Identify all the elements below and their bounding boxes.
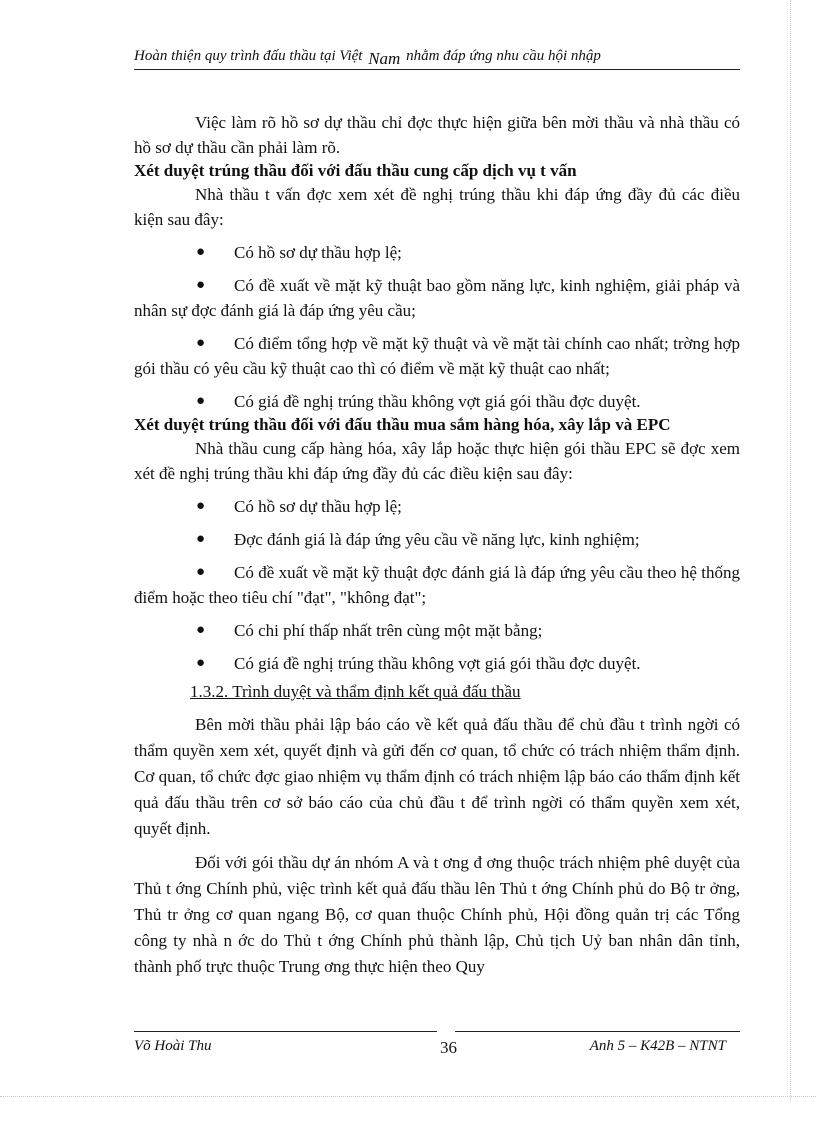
list-item-text <box>134 560 740 610</box>
bullet-icon: ● <box>196 244 206 260</box>
list-item <box>134 651 740 676</box>
bullet-icon: ● <box>196 622 206 638</box>
heading-goods-construction: Xét duyệt trúng thầu đối với đấu thầu mua sắm hàng hóa, xây lắp và EPC <box>134 415 671 434</box>
footer-class-info: Anh 5 – K42B – NTNT <box>589 1038 726 1054</box>
bullet-icon: ● <box>196 393 206 409</box>
list-item-text: Có giá đề nghị trúng thầu không vợt giá gói thầu đợc duyệt. <box>234 654 641 673</box>
list-item <box>134 618 740 643</box>
list-item-text: Có hồ sơ dự thầu hợp lệ; <box>234 497 402 516</box>
page-number: 36 <box>440 1038 457 1057</box>
header-rule <box>134 69 740 70</box>
bullet-icon: ● <box>196 498 206 514</box>
list-item-text: Có giá đề nghị trúng thầu không vợt giá gói thầu đợc duyệt. <box>234 392 641 411</box>
list-item-content: Có đề xuất về mặt kỹ thuật đợc đánh giá là đáp ứng yêu cầu theo hệ thống điểm hoặc theo tiêu chí "đạt", "không đạt"; <box>134 563 740 607</box>
list-item-text: Đợc đánh giá là đáp ứng yêu cầu về năng lực, kinh nghiệm; <box>234 530 640 549</box>
list-item <box>134 240 740 265</box>
list-item-content: Có điểm tổng hợp về mặt kỹ thuật và về mặt tài chính cao nhất; trờng hợp gói thầu có yêu cầu kỹ thuật cao thì có điểm về mặt kỹ thuật cao nhất; <box>134 334 740 378</box>
list-item-content: Có đề xuất về mặt kỹ thuật bao gồm năng lực, kinh nghiệm, giải pháp và nhân sự đợc đánh giá là đáp ứng yêu cầu; <box>134 276 740 320</box>
list-item <box>134 494 740 519</box>
section-heading-1-3-2: 1.3.2. Trình duyệt và thẩm định kết quả đấu thầu <box>190 682 521 701</box>
running-header <box>134 48 740 69</box>
paragraph-consulting-intro: Nhà thầu t vấn đợc xem xét đề nghị trúng thầu khi đáp ứng đầy đủ các điều kiện sau đây: <box>134 185 740 229</box>
heading-consulting: Xét duyệt trúng thầu đối với đấu thầu cung cấp dịch vụ t vấn <box>134 161 577 180</box>
list-item <box>134 273 740 323</box>
list-item-text: Có hồ sơ dự thầu hợp lệ; <box>234 243 402 262</box>
list-item <box>134 331 740 381</box>
list-item-text: Có chi phí thấp nhất trên cùng một mặt bằng; <box>234 621 543 640</box>
page-edge-bottom <box>0 1096 816 1097</box>
bullet-icon: ● <box>196 564 206 580</box>
footer-rule-left <box>134 1031 437 1032</box>
list-item <box>134 527 740 552</box>
header-text-before: Hoàn thiện quy trình đấu thầu tại Việt <box>134 48 363 64</box>
bullet-icon: ● <box>196 655 206 671</box>
footer-rule-right <box>455 1031 740 1032</box>
header-text-sub: Nam <box>368 49 401 68</box>
page-body <box>134 110 740 980</box>
bullet-icon: ● <box>196 277 206 293</box>
bullet-icon: ● <box>196 335 206 351</box>
list-item <box>134 560 740 610</box>
bullet-icon: ● <box>196 531 206 547</box>
paragraph-report: Bên mời thầu phải lập báo cáo về kết quả đấu thầu để chủ đầu t trình ngời có thẩm quyền xem xét, quyết định và gửi đến cơ quan, tổ chức có trách nhiệm thẩm định. Cơ quan, tổ chức đợc giao nhiệm vụ thẩm định có trách nhiệm lập báo cáo thẩm định kết quả đấu thầu trên cơ sở báo cáo của chủ đầu t để trình ngời có thẩm quyền xem xét, quyết định. <box>134 715 740 838</box>
footer-author: Võ Hoài Thu <box>134 1038 212 1054</box>
page-edge-right <box>790 0 791 1100</box>
list-item-text <box>134 273 740 323</box>
paragraph-goods-intro: Nhà thầu cung cấp hàng hóa, xây lắp hoặc thực hiện gói thầu EPC sẽ đợc xem xét đề nghị trúng thầu khi đáp ứng đầy đủ các điều kiện sau đây: <box>134 439 740 483</box>
list-item <box>134 389 740 414</box>
paragraph-group-a: Đối với gói thầu dự án nhóm A và t ơng đ ơng thuộc trách nhiệm phê duyệt của Thủ t ớng Chính phủ, việc trình kết quả đấu thầu lên Thủ t ớng Chính phủ do Bộ tr ởng, Thủ tr ởng cơ quan ngang Bộ, cơ quan thuộc Chính phủ, Hội đồng quản trị các Tổng công ty nhà n ớc do Thủ t ớng Chính phủ thành lập, Chủ tịch Uỷ ban nhân dân tỉnh, thành phố trực thuộc Trung ơng thực hiện theo Quy <box>134 853 740 976</box>
paragraph-clarification: Việc làm rõ hồ sơ dự thầu chỉ đợc thực hiện giữa bên mời thầu và nhà thầu có hồ sơ dự thầu cần phải làm rõ. <box>134 113 740 157</box>
header-text-after: nhằm đáp ứng nhu cầu hội nhập <box>406 48 601 64</box>
list-item-text <box>134 331 740 381</box>
